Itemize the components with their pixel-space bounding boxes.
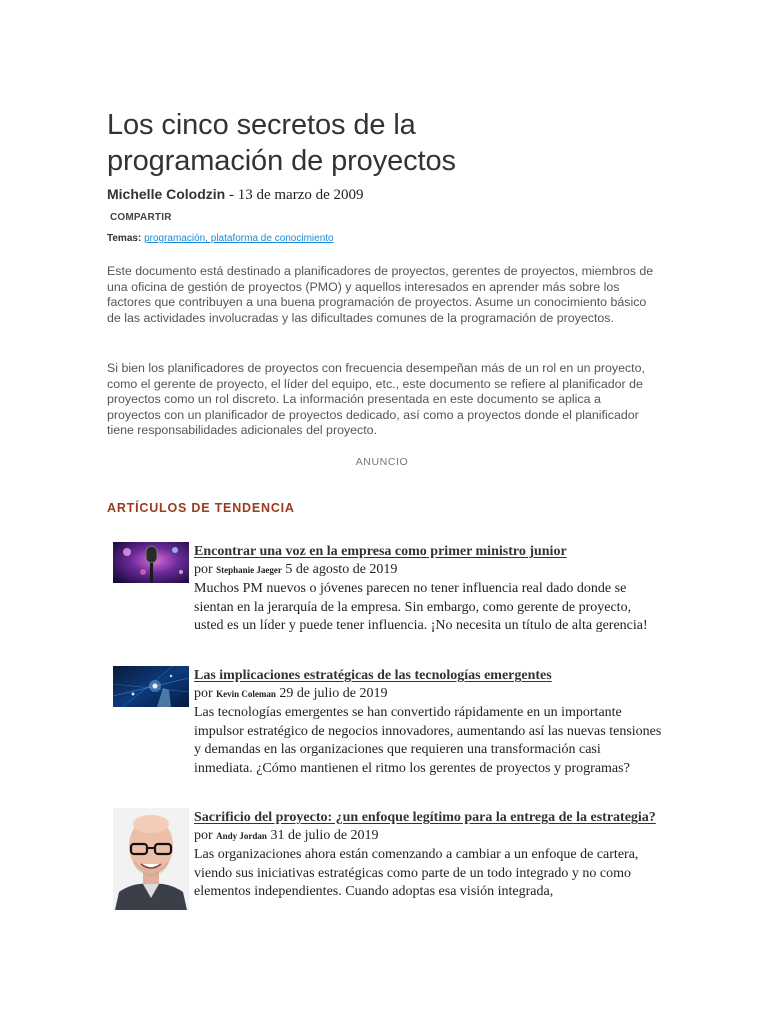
article-date: 5 de agosto de 2019 xyxy=(285,562,398,577)
article-author[interactable]: Kevin Coleman xyxy=(216,689,276,699)
advertisement-label: ANUNCIO xyxy=(355,456,409,468)
byline-separator: - xyxy=(225,187,238,203)
article-content xyxy=(194,808,664,902)
article-meta xyxy=(194,827,664,845)
page-title-line-1: Los cinco secretos de la xyxy=(107,109,416,141)
byline xyxy=(107,186,364,204)
author-name[interactable]: Michelle Colodzin xyxy=(107,186,226,202)
article-content xyxy=(194,542,664,636)
article-date: 29 de julio de 2019 xyxy=(279,686,388,701)
topics-label: Temas: xyxy=(107,233,142,244)
publish-date: 13 de marzo de 2009 xyxy=(237,187,364,203)
microphone-stage-image xyxy=(113,542,189,583)
article-content xyxy=(194,666,664,778)
intro-paragraph-1: Este documento está destinado a planificadores de proyectos, gerentes de proyectos, miembros de una oficina de gestión de proyectos (PMO) y aquellos interesados en aprender más sobre los factores que contribuyen a una buena programación de proyectos. Asume un conocimiento básico de las actividades involucradas y las dificultades comunes de la programación de proyectos. xyxy=(107,264,654,325)
article-date: 31 de julio de 2019 xyxy=(270,828,379,843)
article-by: por xyxy=(194,562,213,577)
page-title-line-2: programación de proyectos xyxy=(107,145,456,177)
article-by: por xyxy=(194,828,213,843)
article-title-link[interactable]: Las implicaciones estratégicas de las tecnologías emergentes xyxy=(194,668,552,683)
page-title xyxy=(107,107,667,179)
author-portrait-image xyxy=(113,808,189,910)
article-by: por xyxy=(194,686,213,701)
article-description: Muchos PM nuevos o jóvenes parecen no tener influencia real dado donde se sientan en la jerarquía de la empresa. Sin embargo, como gerente de proyecto, usted es un líder y puede tener influencia. ¡No necesita un título de alta gerencia! xyxy=(194,581,648,633)
article-description: Las organizaciones ahora están comenzando a cambiar a un enfoque de cartera, viendo sus iniciativas estratégicas como parte de un todo integrado y no como elementos independientes. Cuando adoptas esa visión integrada, xyxy=(194,847,639,899)
article-thumbnail-technology[interactable] xyxy=(113,666,189,707)
article-meta xyxy=(194,685,664,703)
trending-heading: ARTÍCULOS DE TENDENCIA xyxy=(107,501,295,515)
article-thumbnail-author[interactable] xyxy=(113,808,189,910)
article-thumbnail-microphone[interactable] xyxy=(113,542,189,583)
share-button[interactable]: COMPARTIR xyxy=(110,212,172,223)
article-meta xyxy=(194,561,664,579)
article-author[interactable]: Andy Jordan xyxy=(216,831,267,841)
digital-hand-image xyxy=(113,666,189,707)
article-author[interactable]: Stephanie Jaeger xyxy=(216,565,282,575)
topics-link[interactable]: programación, plataforma de conocimiento xyxy=(144,233,334,244)
intro-paragraph-2: Si bien los planificadores de proyectos con frecuencia desempeñan más de un rol en un proyecto, como el gerente de proyecto, el líder del equipo, etc., este documento se refiere al planificador de proyectos como un rol discreto. La información presentada en este documento se aplica a proyectos con un planificador de proyectos dedicado, así como a proyectos donde el planificador tiene responsabilidades adicionales del proyecto. xyxy=(107,361,645,437)
topics xyxy=(107,233,334,244)
article-description: Las tecnologías emergentes se han convertido rápidamente en un importante impulsor estratégico de negocios innovadores, aumentando así las nuevas tensiones y demandas en las organizaciones que requieren una transformación casi inmediata. ¿Cómo mantienen el ritmo los gerentes de proyectos y programas? xyxy=(194,705,662,776)
article-title-link[interactable]: Encontrar una voz en la empresa como primer ministro junior xyxy=(194,544,567,559)
article-title-link[interactable]: Sacrificio del proyecto: ¿un enfoque legítimo para la entrega de la estrategia? xyxy=(194,810,656,825)
